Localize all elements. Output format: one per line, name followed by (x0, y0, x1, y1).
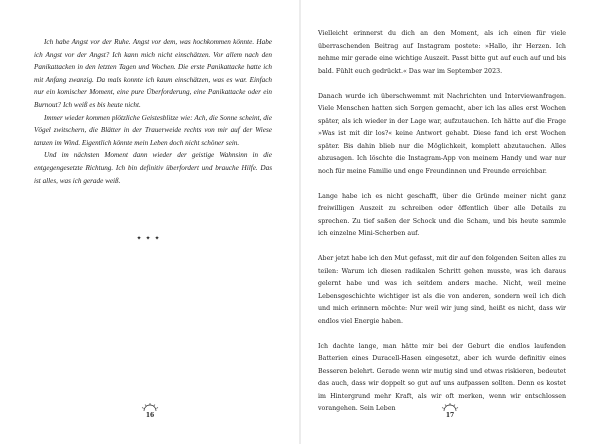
sunburst-icon (441, 403, 459, 411)
right-paragraph-3: Lange habe ich es nicht geschafft, über die Gründe meiner nicht ganz freiwilligen Auszeit zu schreiben oder öffentlich über alle Details zu sprechen. Zu tief saßen der Schock und die Scham, und bis heute sammle ich einzelne Mini-Scherben auf. (318, 192, 566, 237)
sunburst-icon (141, 403, 159, 411)
right-page-text (318, 28, 566, 428)
right-folio (430, 403, 470, 419)
left-paragraph-1: Ich habe Angst vor der Ruhe. Angst vor dem, was hochkommen könnte. Habe ich Angst vor der Angst? Ich kann mich nicht einschätzen. Vor allem nach den Panikattacken in den letzten Tagen und Wochen. Die erste Panikattacke hatte ich mit Anfang zwanzig. Da mals konnte ich kaum einschätzen, was es war. Einfach nur ein komischer Moment, eine pure Überforderung, eine Panikattacke oder ein Burnout? Ich weiß es bis heute nicht. (34, 38, 272, 109)
right-paragraph-4: Aber jetzt habe ich den Mut gefasst, mit dir auf den folgenden Seiten alles zu teilen: Warum ich diesen radikalen Schritt gehen musste, was ich daraus gelernt habe und was ich seitdem anders mache. Nicht, weil meine Lebensgeschichte wichtiger ist als die von anderen, sondern weil ich dich und mich erinnern möchte: Nur weil wir jung sind, heißt es nicht, dass wir endlos viel Energie haben. (318, 255, 567, 325)
right-paragraph-5: Ich dachte lange, man hätte mir bei der Geburt die endlos laufenden Batterien eines Duracell-Hasen eingesetzt, aber ich wurde definitiv eines Besseren belehrt. Gerade wenn wir mutig sind und etwas riskieren, bedeutet das auch, dass wir doppelt so gut auf uns aufpassen sollten. Denn es kostet im Hintergrund mehr Kraft, als wir oft merken, wenn wir entschlossen vorangehen. Sein Leben (318, 342, 566, 412)
page-number-left: 16 (145, 412, 155, 419)
right-paragraph-2: Danach wurde ich überschwemmt mit Nachrichten und Interviewanfragen. Viele Menschen hatten sich Sorgen gemacht, aber ich las alles erst Wochen später, als ich wieder in der Lage war, aufzutauchen. Ich hätte auf die Frage »Was ist mit dir los?« keine Antwort gehabt. Diese fand ich erst Wochen später. Bis dahin blieb nur die Möglichkeit, komplett abzutauchen. Alles abzusagen. Ich löschte die Instagram-App von meinem Handy und war nur noch für meine Familie und enge Freundinnen und Freunde erreichbar. (318, 92, 566, 175)
page-number-right: 17 (445, 412, 455, 419)
right-paragraph-1: Vielleicht erinnerst du dich an den Moment, als ich einen für viele überraschenden Beitrag auf Instagram postete: »Hallo, ihr Herzen. Ich nehme mir gerade eine wichtige Auszeit. Passt bitte gut auf euch auf und bis bald. Fühlt euch gedrückt.« Das war im September 2023. (318, 30, 566, 75)
book-gutter (299, 0, 301, 444)
left-page-text (34, 36, 272, 187)
section-ornament: ✦✦✦ (136, 235, 164, 242)
left-paragraph-2: Immer wieder kommen plötzliche Geistesblitze wie: Ach, die Sonne scheint, die Vögel zwitschern, die Blätter in der Trauerweide rechts von mir auf der Wiese tanzen im Wind. Eigentlich könnte mein Leben doch nicht schöner sein. (34, 113, 272, 147)
left-folio (130, 403, 170, 419)
left-paragraph-3: Und im nächsten Moment dann wieder der geistige Wahnsinn in die entgegengesetzte Richtung. Ich bin definitiv überfordert und brauche Hilfe. Das ist alles, was ich gerade weiß. (34, 151, 272, 185)
